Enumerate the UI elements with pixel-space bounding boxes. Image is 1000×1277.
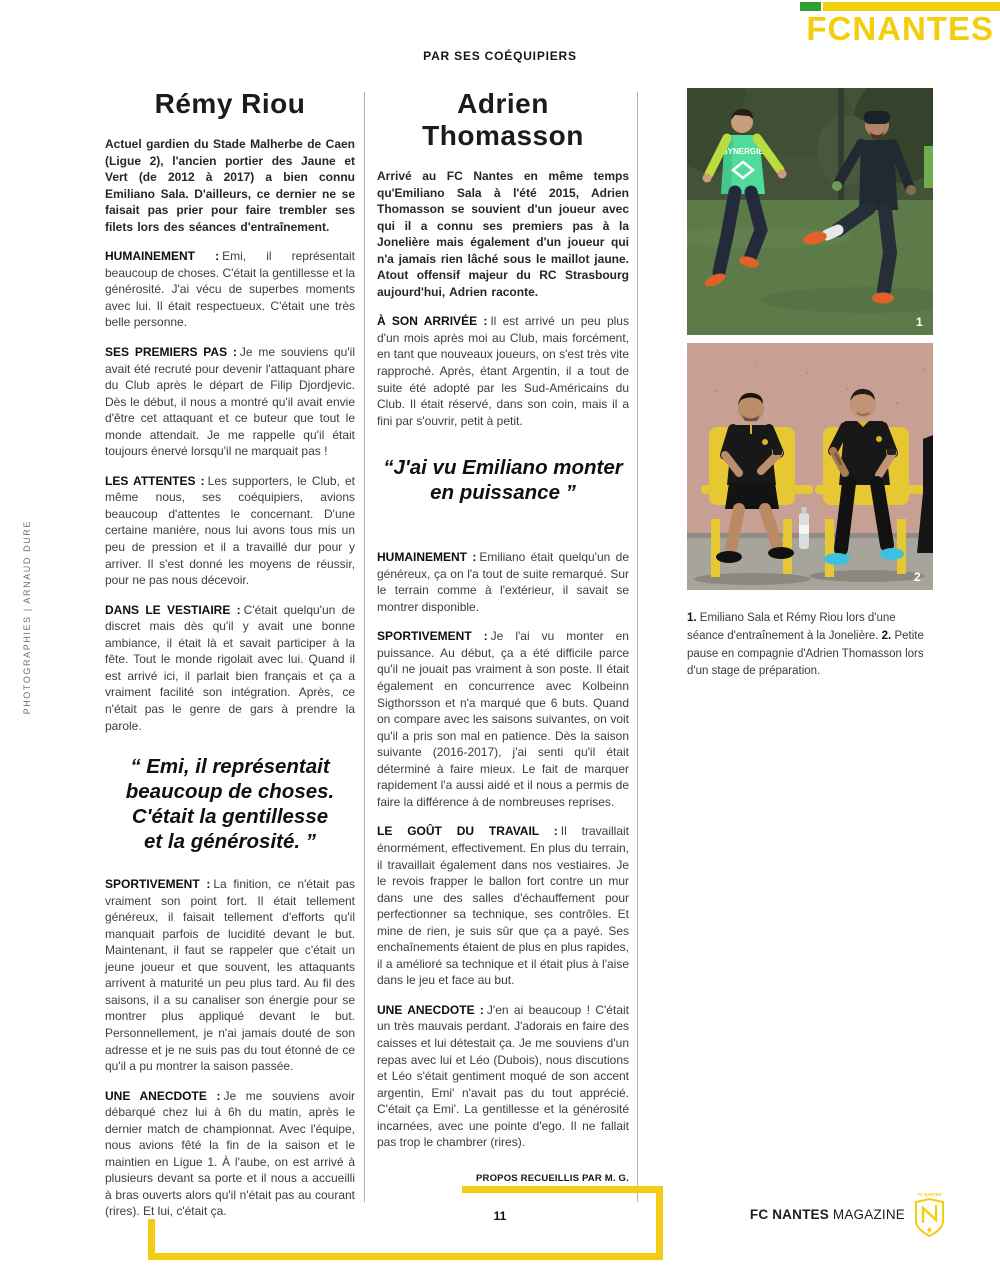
interview-byline: PROPOS RECUEILLIS PAR M. G. [475,1172,629,1184]
kicker-title: PAR SES COÉQUIPIERS [423,49,577,63]
section-paragraph [105,602,355,734]
column-remy-riou [105,88,355,1233]
section-text: Il travaillait énormément, effectivement. En plus du terrain, il travaillait également dans nos vestiaires. Je le revois frapper le ballon fort contre un mur dans une des salles d'échauffement pour perfectionner sa technique, ses contrôles. Et mine de rien, je suis sûr que ça a payé. Ses enchaînements étaient de plus en plus rapides, il a amélioré sa technique et il était plus à l'aise dans le jeu et face au but. [377,824,629,988]
column-divider [637,92,638,1202]
section-paragraph [105,1088,355,1220]
section-paragraph [105,876,355,1075]
section-label: HUMAINEMENT : [377,550,477,565]
photographer-credit: PHOTOGRAPHIES | ARNAUD DURE [22,520,32,715]
intro-paragraph: Actuel gardien du Stade Malherbe de Caen (Ligue 2), l'ancien portier des Jaune et Vert (de 2012 à 2017) a bien connu Emiliano Sala. D'ailleurs, ce dernier ne se faisait pas prier pour faire trembler ses filets lors des séances d'entraînement. [105,137,355,234]
section-label: SPORTIVEMENT : [105,877,211,892]
section-paragraph [105,248,355,331]
section-text: Je me souviens avoir débarqué chez lui à 6h du matin, après le dernier match de championnat. Avec l'équipe, nous avions fêté la fin de la saison et le maintien en Ligue 1. À l'aube, on est arrivé à plusieurs devant sa porte et il nous a accueilli à bras ouverts alors qu'il n'était pas au courant (rires). Et lui, c'était ça. [105,1088,356,1219]
yellow-frame-segment [148,1219,155,1260]
section-paragraph [377,313,629,429]
section-text: C'était quelqu'un de discret mais dès qu'il y avait une bonne ambiance, il était là et savait participer à la fête. Tout le monde rigolait avec lui. Quand il est arrivé ici, il parlait bien français et ça a vraiment facilité son intégration. Après, ce n'était pas le genre de gars à prendre la parole. [105,602,355,733]
crest-wordmark: FC NANTES [917,1191,942,1197]
section-text: Je l'ai vu monter en puissance. Au début, ça a été difficile parce qu'il ne jouait pas vraiment à son poste. Il était également en concurrence avec Kolbeinn Sigthorsson et n'a marqué que 6 buts. Quand on compare avec les saisons suivantes, on voit qu'il a pris son mal en patience. Dès la saison suivante (2016-2017), j'ai senti qu'il était déterminé à faire mieux. Le fait de marquer rapidement l'a aussi aidé et il nous a permis de faire la différence à de nombreuses reprises. [377,629,629,809]
column-title: Rémy Riou [154,88,306,119]
footer-magazine-light: MAGAZINE [832,1206,905,1222]
yellow-frame-segment [656,1186,663,1260]
section-text: La finition, ce n'était pas vraiment son point fort. Il était tellement généreux, il faisait tellement d'efforts qu'il manquait parfois de lucidité devant le but. Maintenant, il faut se rappeler que c'était un jeune joueur et que souvent, les attaquants arrivent à maturité un peu plus tard. Au fil des saisons, il a su canaliser son énergie pour se montrer plus appliqué devant le but. Personnellement, je n'ai jamais douté de son adresse et je ne suis pas du tout étonné de ce qu'il a pu montrer la saison passée. [105,877,355,1074]
photo-number: 2 [914,570,921,584]
section-paragraph [377,1002,629,1151]
section-label: À SON ARRIVÉE : [377,314,488,329]
photo-chairs-thomasson-sala [687,343,933,590]
caption-number: 2. [881,629,892,642]
photo-caption [687,610,933,681]
section-text: Je me souviens qu'il avait été recruté pour devenir l'attaquant phare du Club après le départ de Filip Djordjevic. Dès le début, il nous a montré qu'il avait envie d'être cet attaquant et ce buteur que tout le monde attendait. Je me rappelle qu'il était toujours énervé lorsqu'il ne marquait pas ! [105,345,355,459]
intro-paragraph: Arrivé au FC Nantes en même temps qu'Emiliano Sala à l'été 2015, Adrien Thomasson se souvient d'un joueur avec qui il a connu ses premiers pas à la Jonelière mais également d'un joueur qui n'a jamais rien lâché sous le maillot jaune. Atout offensif majeur du RC Strasbourg aujourd'hui, Adrien raconte. [377,169,629,299]
column-divider [364,92,365,1202]
background-player [924,146,933,188]
fc-nantes-crest-icon [914,1191,945,1238]
section-label: DANS LE VESTIAIRE : [105,602,241,617]
pull-quote: “ Emi, il représentait beaucoup de choses. C'était la gentillesse et la générosité. ” [125,755,335,854]
section-text: Emi, il représentait beaucoup de choses. C'était la gentillesse et la générosité. J'ai vécu de superbes moments avec lui. Il était respectueux. C'était une très belle personne. [105,249,355,330]
caption-text: Petite pause en compagnie d'Adrien Thomasson lors d'un stage de préparation. [687,629,924,678]
section-label: UNE ANECDOTE : [377,1002,484,1017]
bib-sponsor-text: SYNERGIE [722,147,764,156]
photo-number: 1 [916,315,923,329]
section-text: Emiliano était quelqu'un de généreux, ça on l'a tout de suite remarqué. Sur le terrain comme à l'extérieur, il savait se montrer disponible. [377,550,629,614]
section-paragraph [377,628,629,810]
footer-magazine-title [750,1207,905,1222]
section-text: J'en ai beaucoup ! C'était un très mauvais perdant. J'adorais en faire des caisses et lui détestait ça. Je me souviens d'un repas avec lui et Léo (Dubois), nous discutions et Léo s'était gentiment moqué de son accent argentin, Emi' n'avait pas du tout apprécié. C'était ça Emi'. La gentillesse et la générosité incarnées, avec une pointe d'ego. Il ne fallait pas trop le chambrer (rires). [377,1002,629,1150]
section-label: LE GOÛT DU TRAVAIL : [377,824,558,839]
section-label: UNE ANECDOTE : [105,1088,221,1103]
section-label: LES ATTENTES : [105,473,205,488]
caption-text: Emiliano Sala et Rémy Riou lors d'une séance d'entraînement à la Jonelière. [687,612,896,642]
page-number: 11 [493,1209,507,1223]
section-paragraph [377,549,629,615]
section-paragraph [377,823,629,988]
photo-column [687,88,933,681]
pull-quote: “J'ai vu Emiliano monter en puissance ” [383,456,623,505]
section-paragraph [105,473,355,589]
column-adrien-thomasson [377,88,629,1184]
section-label: SES PREMIERS PAS : [105,345,237,360]
column-title: Adrien Thomasson [422,88,584,151]
yellow-frame-segment [148,1253,663,1260]
section-label: HUMAINEMENT : [105,249,220,264]
section-text: Les supporters, le Club, et même nous, ses coéquipiers, avions beaucoup d'attentes le concernant. D'une certaine manière, nous lui avons tous mis un peu de pression et il a travaillé dur pour y arriver. Il s'est donné les moyens de réussir, pour ne pas nous décevoir. [105,473,355,588]
caption-number: 1. [687,612,697,624]
section-label: SPORTIVEMENT : [377,629,488,644]
brand-logo-text: FCNANTES [806,10,994,47]
photo-training-sala-riou [687,88,933,335]
section-text: Il est arrivé un peu plus d'un mois après moi au Club, mais forcément, en tant que nouveaux joueurs, on s'est très vite rapproché. Après, étant Argentin, il a tout de suite été adopté par les Sud-Américains du Club. Il était réservé, dans son coin, mais il a fini par s'ouvrir, petit à petit. [377,314,629,428]
yellow-frame-segment [462,1186,663,1193]
section-paragraph [105,344,355,460]
footer-magazine-bold: FC NANTES [749,1206,829,1222]
footer-brand [750,1190,945,1238]
